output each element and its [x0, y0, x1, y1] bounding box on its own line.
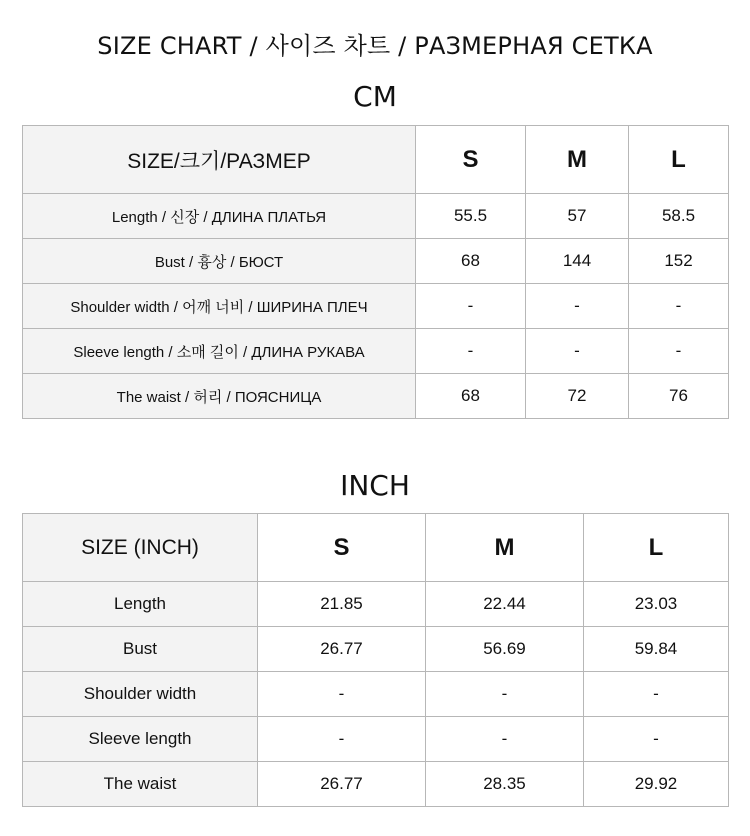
value-l: - [584, 717, 729, 762]
row-label: Bust / 흉상 / БЮСТ [23, 239, 416, 284]
size-header-l: L [629, 126, 729, 194]
value-m: - [426, 717, 584, 762]
cm-size-table [22, 125, 729, 419]
row-label: Sleeve length [23, 717, 258, 762]
value-l: 59.84 [584, 627, 729, 672]
size-header-m: M [526, 126, 629, 194]
size-header-m: M [426, 514, 584, 582]
value-s: - [416, 329, 526, 374]
cm-section-title: CM [353, 80, 397, 113]
value-l: 58.5 [629, 194, 729, 239]
value-s: 55.5 [416, 194, 526, 239]
value-s: 26.77 [258, 627, 426, 672]
value-m: 22.44 [426, 582, 584, 627]
value-l: 152 [629, 239, 729, 284]
value-m: 56.69 [426, 627, 584, 672]
inch-size-table [22, 513, 729, 807]
row-label: Length [23, 582, 258, 627]
size-header-l: L [584, 514, 729, 582]
row-label: Sleeve length / 소매 길이 / ДЛИНА РУКАВА [23, 329, 416, 374]
value-m: 57 [526, 194, 629, 239]
value-s: 21.85 [258, 582, 426, 627]
header-label: SIZE/크기/РАЗМЕР [23, 126, 416, 194]
header-label: SIZE (INCH) [23, 514, 258, 582]
table-row [23, 672, 729, 717]
value-s: - [258, 717, 426, 762]
row-label: The waist / 허리 / ПОЯСНИЦА [23, 374, 416, 419]
size-header-s: S [258, 514, 426, 582]
row-label: Bust [23, 627, 258, 672]
value-s: - [416, 284, 526, 329]
page-title: SIZE CHART / 사이즈 차트 / РАЗМЕРНАЯ СЕТКА [97, 32, 653, 60]
value-m: - [426, 672, 584, 717]
table-header-row [23, 126, 729, 194]
table-row [23, 284, 729, 329]
value-m: 28.35 [426, 762, 584, 807]
row-label: Shoulder width [23, 672, 258, 717]
value-l: - [629, 284, 729, 329]
value-m: - [526, 284, 629, 329]
value-s: 68 [416, 374, 526, 419]
table-row [23, 762, 729, 807]
inch-section-title: INCH [340, 469, 410, 502]
table-row [23, 627, 729, 672]
value-s: - [258, 672, 426, 717]
table-row [23, 329, 729, 374]
value-s: 68 [416, 239, 526, 284]
value-l: 76 [629, 374, 729, 419]
value-m: 72 [526, 374, 629, 419]
value-l: 29.92 [584, 762, 729, 807]
table-row [23, 717, 729, 762]
table-row [23, 194, 729, 239]
table-header-row [23, 514, 729, 582]
table-row [23, 239, 729, 284]
row-label: Length / 신장 / ДЛИНА ПЛАТЬЯ [23, 194, 416, 239]
value-l: - [584, 672, 729, 717]
table-row [23, 582, 729, 627]
value-l: - [629, 329, 729, 374]
value-l: 23.03 [584, 582, 729, 627]
value-s: 26.77 [258, 762, 426, 807]
size-header-s: S [416, 126, 526, 194]
row-label: The waist [23, 762, 258, 807]
row-label: Shoulder width / 어깨 너비 / ШИРИНА ПЛЕЧ [23, 284, 416, 329]
table-row [23, 374, 729, 419]
value-m: - [526, 329, 629, 374]
value-m: 144 [526, 239, 629, 284]
